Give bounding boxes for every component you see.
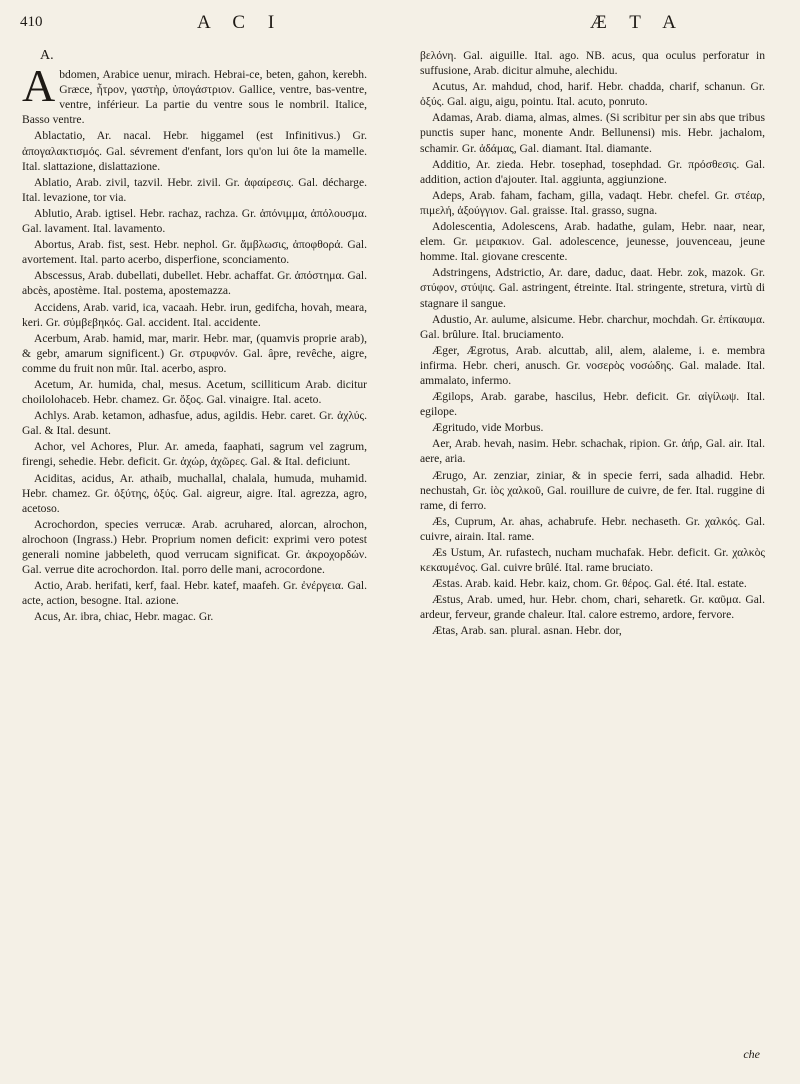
dictionary-entry: Achor, vel Achores, Plur. Ar. ameda, faaphati, sagrum vel zagrum, firengi, sehedie. Hebr. deficit. Gr. ἀχώρ, ἀχῶρες. Gal. & Ital. deficiunt.: [22, 440, 367, 469]
left-column: [22, 48, 367, 625]
page-header: [0, 10, 800, 38]
dictionary-entry: Adustio, Ar. aulume, alsicume. Hebr. charchur, mochdah. Gr. ἐπίκαυμα. Gal. brûlure. Ital. bruciamento.: [420, 312, 765, 341]
dictionary-entry: Acrochordon, species verrucæ. Arab. acruhared, alorcan, alrochon, alrochoon (Ingrass.) Hebr. Proprium nomen deficit: exprimi vero potest generali nomine jabbeleth, quod verrucam significat. Gr. ἀκροχορδών. Gal. verrue dite acrochordon. Ital. porro delle mani, acrocordone.: [22, 517, 367, 577]
dictionary-entry: Æstus, Arab. umed, hur. Hebr. chom, chari, seharetk. Gr. καῦμα. Gal. ardeur, ferveur, grande chaleur. Ital. calore estremo, ardore, fervore.: [420, 593, 765, 622]
dictionary-entry: Adolescentia, Adolescens, Arab. hadathe, gulam, Hebr. naar, near, elem. Gr. μειρακιον. Gal. adolescence, jeunesse, jouvenceau, jeune homme. Ital. giovane crescente.: [420, 220, 765, 264]
dictionary-entry: Aciditas, acidus, Ar. athaib, muchallal, chalala, humuda, muhamid. Hebr. chamez. Gr. ὀξύτης, ὀξύς. Gal. aigreur, aigre. Ital. agrezza, agro, acetoso.: [22, 471, 367, 515]
dictionary-entry: Ablatio, Arab. zivil, tazvil. Hebr. zivil. Gr. ἀφαίρεσις. Gal. décharge. Ital. levazione, tor via.: [22, 175, 367, 204]
dictionary-entry: Abortus, Arab. fist, sest. Hebr. nephol. Gr. ἄμβλωσις, ἀποφθορά. Gal. avortement. Ital. parto acerbo, disperfione, sconciamento.: [22, 238, 367, 267]
section-letter: A.: [40, 48, 54, 63]
dictionary-entry: Adeps, Arab. faham, facham, gilla, vadaqt. Hebr. chefel. Gr. στέαρ, πιμελή, ἀξούγγιον. Gal. graisse. Ital. grasso, sugna.: [420, 188, 765, 217]
dictionary-entry: Ablutio, Arab. igtisel. Hebr. rachaz, rachza. Gr. ἀπόνιμμα, ἀπόλουσμα. Gal. lavament. Ital. lavamento.: [22, 206, 367, 236]
dictionary-entry: βελόνη. Gal. aiguille. Ital. ago. NB. acus, qua oculus perforatur in suffusione, Arab. dicitur almuhe, alechidu.: [420, 49, 765, 78]
dictionary-entry: Adamas, Arab. diama, almas, almes. (Si scribitur per sin abs que tribus punctis super hanc, monente Andr. Bellunensi) mis. Hebr. jachalom, schamir. Gr. ἀδάμας, Gal. diamant. Ital. diamante.: [420, 111, 765, 155]
dictionary-entry: Acerbum, Arab. hamid, mar, marir. Hebr. mar, (quamvis proprie arab), & gebr, amarum significent.) Gr. στρυφνόν. Gal. âpre, revêche, aigre, comme du fruit non mûr. Ital. acerbo, aspro.: [22, 331, 367, 375]
dictionary-entry: Ærugo, Ar. zenziar, ziniar, & in specie ferri, sada alhadid. Hebr. nechustah, Gr. ἰὸς χαλκοῦ, Gal. rouillure de cuivre, de fer. Ital. ruggine di rame, di ferro.: [420, 468, 765, 512]
dictionary-entry: Abscessus, Arab. dubellati, dubellet. Hebr. achaffat. Gr. ἀπόστημα. Gal. abcès, apostème. Ital. postema, apostemazza.: [22, 269, 367, 298]
dictionary-entry: Additio, Ar. zieda. Hebr. tosephad, tosephdad. Gr. πρόσθεσις. Gal. addition, action d'ajouter. Ital. aggiunta, aggiunzione.: [420, 157, 765, 186]
dictionary-entry: Æs, Cuprum, Ar. ahas, achabrufe. Hebr. nechaseth. Gr. χαλκός. Gal. cuivre, airain. Ital. rame.: [420, 514, 765, 543]
dictionary-entry: Aer, Arab. hevah, nasim. Hebr. schachak, ripion. Gr. ἀήρ, Gal. air. Ital. aere, aria.: [420, 437, 765, 466]
dictionary-entry: Abdomen, Arabice uenur, mirach. Hebrai-ce, beten, gahon, kerebh. Græce, ἦτρον, γαστὴρ, ὑπογάστριον. Gallice, ventre, bas-ventre, ventre, inférieur. La partie du ventre sous le nombril. Italice, Basso ventre.: [22, 60, 367, 127]
dictionary-entry: Ægritudo, vide Morbus.: [432, 421, 544, 435]
dictionary-entry: Achlys. Arab. ketamon, adhasfue, adus, agildis. Hebr. caret. Gr. ἀχλύς. Gal. & Ital. desunt.: [22, 409, 367, 438]
dictionary-entry: Adstringens, Adstrictio, Ar. dare, daduc, daat. Hebr. zok, mazok. Gr. στύφον, στύψις. Gal. astringent, étreinte. Ital. stringente, stretura, virtù di stagnare il sangue.: [420, 266, 765, 310]
dictionary-entry: Ætas, Arab. san. plural. asnan. Hebr. dor,: [432, 624, 622, 638]
drop-cap: A: [22, 60, 56, 112]
running-head-left: A C I: [197, 12, 284, 33]
dictionary-entry: Æger, Ægrotus, Arab. alcuttab, alil, alem, alaleme, i. e. membra infirma. Hebr. cheri, anusch. Gr. νοσερὸς νοσώδης. Gal. malade. Ital. ammalato, infermo.: [420, 343, 765, 387]
dictionary-entry: Æstas. Arab. kaid. Hebr. kaiz, chom. Gr. θέρος. Gal. été. Ital. estate.: [432, 577, 747, 591]
dictionary-entry: Ægilops, Arab. garabe, hascilus, Hebr. deficit. Gr. αἰγίλωψ. Ital. egilope.: [420, 390, 765, 419]
dictionary-entry: Accidens, Arab. varid, ica, vacaah. Hebr. irun, gedifcha, hovah, meara, keri. Gr. σύμβεβηκός. Gal. accident. Ital. accidente.: [22, 300, 367, 329]
dictionary-entry: Acutus, Ar. mahdud, chod, harif. Hebr. chadda, charif, schanun. Gr. ὀξύς. Gal. aigu, aigu, pointu. Ital. acuto, ponruto.: [420, 80, 765, 109]
dictionary-entry: Actio, Arab. herifati, kerf, faal. Hebr. katef, maafeh. Gr. ἐνέργεια. Gal. acte, action, besogne. Ital. azione.: [22, 579, 367, 608]
dictionary-entry: Ablactatio, Ar. nacal. Hebr. higgamel (est Infinitivus.) Gr. ἀπογαλακτισμός. Gal. sévrement d'enfant, lors qu'on lui ôte la mamelle. Ital. slattazione, dislattazione.: [22, 129, 367, 173]
catchword: che: [743, 1047, 760, 1061]
page-number: 410: [20, 14, 43, 30]
right-column: [420, 48, 765, 640]
dictionary-entry: Acus, Ar. ibra, chiac, Hebr. magac. Gr.: [34, 610, 214, 624]
dictionary-entry: Æs Ustum, Ar. rufastech, nucham muchafak. Hebr. deficit. Gr. χαλκὸς κεκαυμένος. Gal. cuivre brûlé. Ital. rame bruciato.: [420, 546, 765, 575]
running-head-right: Æ T A: [590, 12, 685, 33]
dictionary-entry: Acetum, Ar. humida, chal, mesus. Acetum, scilliticum Arab. dicitur choilolohaceb. Hebr. chamez. Gr. ὄξος. Gal. vinaigre. Ital. aceto.: [22, 377, 367, 407]
